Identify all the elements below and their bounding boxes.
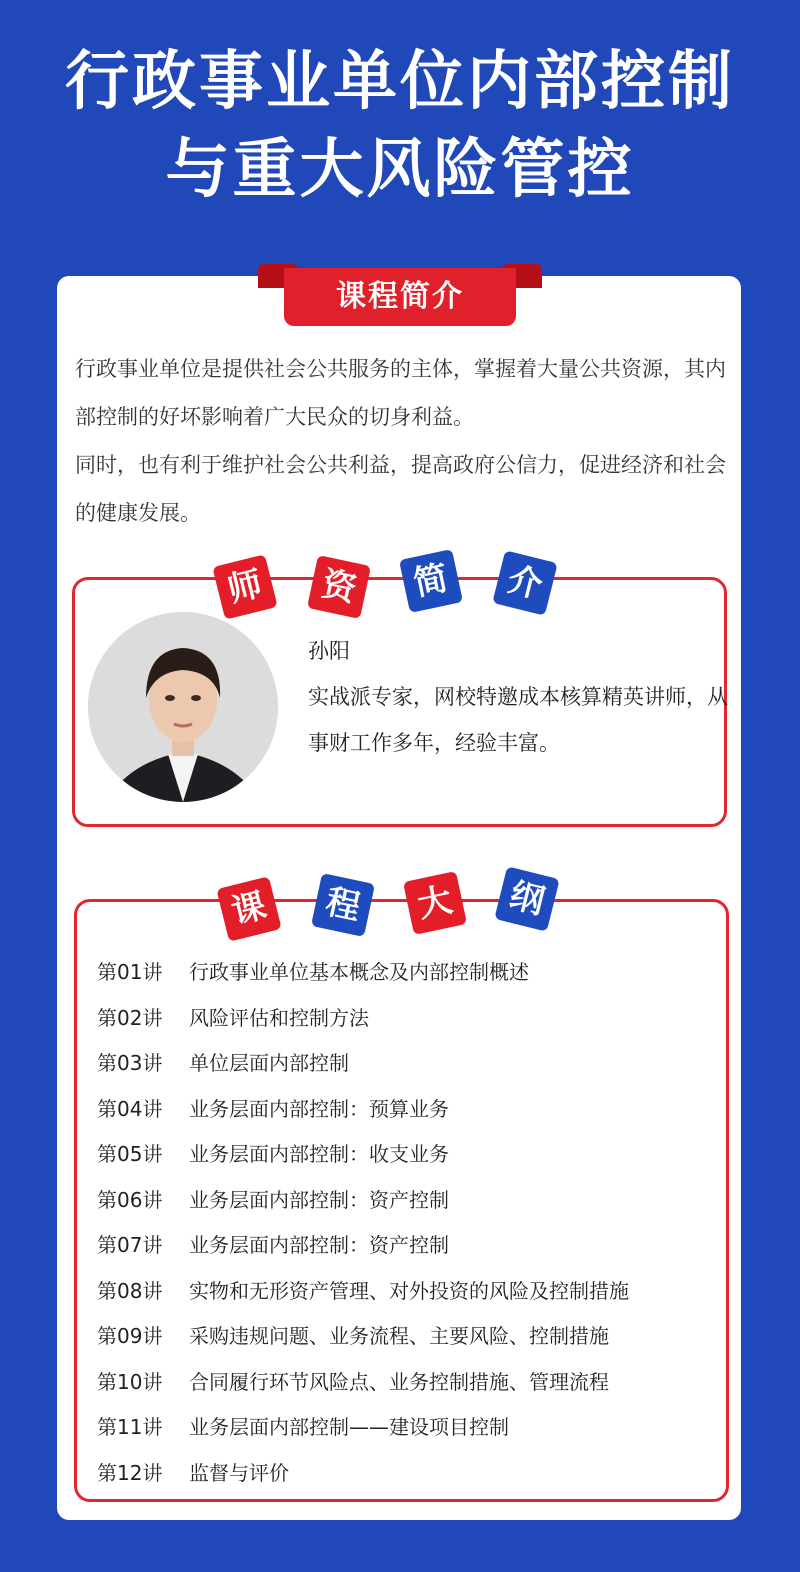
lesson-number: 第05讲 [97,1142,163,1166]
lesson-title: 监督与评价 [189,1460,289,1485]
teacher-heading-char-1: 师 [212,554,277,619]
lesson-title: 单位层面内部控制 [189,1051,349,1075]
course-intro-heading: 课程简介 [284,268,516,326]
title-line-2: 与重大风险管控 [165,133,635,207]
lesson-number: 第11讲 [97,1415,163,1439]
lesson-item [97,1041,717,1087]
outline-heading-char-1: 课 [216,876,281,941]
lesson-title: 合同履行环节风险点、业务控制措施、管理流程 [189,1369,609,1394]
lesson-title: 业务层面内部控制：预算业务 [189,1096,449,1121]
lesson-item [97,1269,717,1315]
lesson-number: 第03讲 [97,1051,163,1075]
lesson-number: 第04讲 [97,1096,163,1121]
lesson-number: 第08讲 [97,1278,163,1303]
teacher-bio: 实战派专家，网校特邀成本核算精英讲师，从事财工作多年，经验丰富。 [308,685,728,755]
lesson-item [97,1223,717,1269]
teacher-name: 孙阳 [308,639,350,663]
lesson-list [97,950,717,1496]
outline-heading-char-3: 大 [403,871,467,935]
teacher-heading-char-2: 资 [307,555,371,619]
lesson-item [97,1451,717,1497]
lesson-item [97,1405,717,1451]
teacher-avatar [88,612,278,802]
title-line-1: 行政事业单位内部控制 [65,45,735,119]
lesson-number: 第01讲 [97,960,163,984]
lesson-number: 第09讲 [97,1324,163,1348]
lesson-title: 风险评估和控制方法 [189,1005,369,1030]
lesson-title: 业务层面内部控制——建设项目控制 [189,1415,509,1439]
lesson-title: 采购违规问题、业务流程、主要风险、控制措施 [189,1324,609,1348]
lesson-number: 第06讲 [97,1187,163,1212]
teacher-portrait-icon [88,612,278,802]
teacher-heading-char-3: 简 [399,549,463,613]
teacher-heading-char-4: 介 [492,550,557,615]
lesson-item [97,1132,717,1178]
lesson-number: 第10讲 [97,1369,163,1394]
lesson-item [97,1087,717,1133]
lesson-item [97,1314,717,1360]
lesson-title: 业务层面内部控制：收支业务 [189,1142,449,1166]
lesson-number: 第02讲 [97,1005,163,1030]
lesson-item [97,950,717,996]
course-intro-text [75,345,735,537]
lesson-item [97,1360,717,1406]
lesson-title: 实物和无形资产管理、对外投资的风险及控制措施 [189,1278,629,1303]
lesson-title: 业务层面内部控制：资产控制 [189,1233,449,1257]
outline-heading-char-2: 程 [311,873,375,937]
intro-paragraph-1: 行政事业单位是提供社会公共服务的主体，掌握着大量公共资源，其内部控制的好坏影响着广大民众的切身利益。 [75,357,726,429]
lesson-item [97,996,717,1042]
teacher-info [308,628,728,766]
lesson-number: 第12讲 [97,1460,163,1485]
lesson-title: 业务层面内部控制：资产控制 [189,1187,449,1212]
lesson-item [97,1178,717,1224]
outline-heading-char-4: 纲 [494,866,559,931]
lesson-title: 行政事业单位基本概念及内部控制概述 [189,960,529,984]
intro-paragraph-2: 同时，也有利于维护社会公共利益，提高政府公信力，促进经济和社会的健康发展。 [75,453,726,525]
lesson-number: 第07讲 [97,1233,163,1257]
page-title [0,38,800,214]
